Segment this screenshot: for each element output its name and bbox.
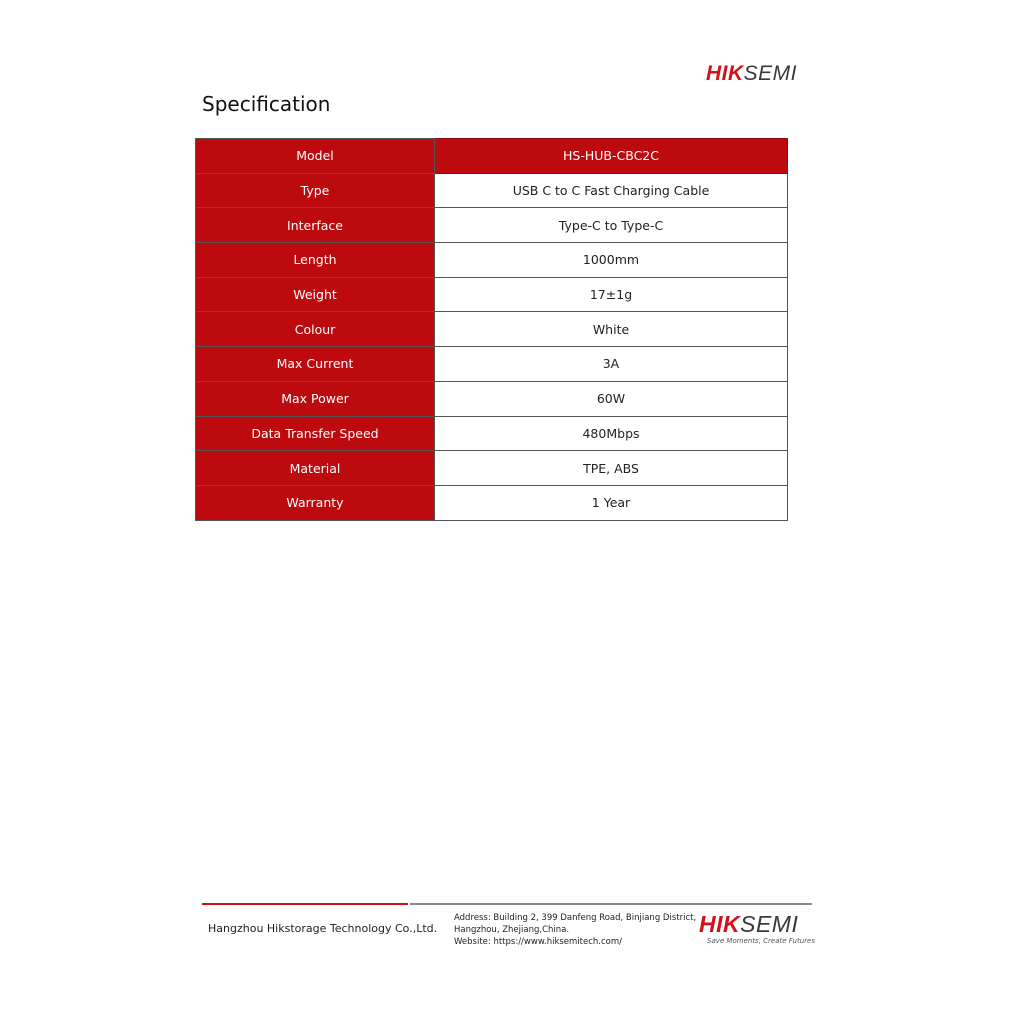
table-row (196, 173, 788, 208)
logo-hik-text: HIK (706, 62, 744, 85)
table-row (196, 347, 788, 382)
spec-label: Model (196, 139, 435, 174)
spec-value: HS-HUB-CBC2C (435, 139, 788, 174)
table-row (196, 243, 788, 278)
spec-label: Material (196, 451, 435, 486)
table-row (196, 381, 788, 416)
spec-label: Warranty (196, 485, 435, 520)
hiksemi-logo (706, 62, 797, 86)
spec-value: White (435, 312, 788, 347)
table-row (196, 277, 788, 312)
table-row (196, 312, 788, 347)
spec-value: Type-C to Type-C (435, 208, 788, 243)
spec-label: Data Transfer Speed (196, 416, 435, 451)
footer-logo-hik-text: HIK (699, 911, 741, 937)
website-link[interactable]: Website: https://www.hiksemitech.com/ (454, 937, 623, 947)
spec-label: Colour (196, 312, 435, 347)
logo-semi-text: SEMI (743, 62, 798, 85)
brand-tagline: Save Moments, Create Futures (707, 937, 815, 945)
spec-value: 3A (435, 347, 788, 382)
address-line-2: Hangzhou, Zhejiang,China. (454, 925, 570, 935)
table-row (196, 416, 788, 451)
spec-label: Weight (196, 277, 435, 312)
address-line-1: Address: Building 2, 399 Danfeng Road, Binjiang District, (454, 913, 697, 923)
footer-divider-red (202, 903, 408, 905)
table-row (196, 139, 788, 174)
footer-logo-semi-text: SEMI (740, 911, 799, 937)
table-row (196, 208, 788, 243)
spec-value: 17±1g (435, 277, 788, 312)
footer-divider-gray (410, 903, 812, 905)
spec-label: Max Power (196, 381, 435, 416)
spec-label: Max Current (196, 347, 435, 382)
spec-label: Length (196, 243, 435, 278)
table-row (196, 485, 788, 520)
spec-value: 1000mm (435, 243, 788, 278)
company-name: Hangzhou Hikstorage Technology Co.,Ltd. (208, 922, 438, 935)
spec-value: USB C to C Fast Charging Cable (435, 173, 788, 208)
table-row (196, 451, 788, 486)
spec-table (195, 138, 788, 521)
spec-value: 480Mbps (435, 416, 788, 451)
spec-label: Type (196, 173, 435, 208)
spec-value: 60W (435, 381, 788, 416)
page-title: Specification (202, 92, 331, 116)
spec-value: 1 Year (435, 485, 788, 520)
spec-label: Interface (196, 208, 435, 243)
footer-hiksemi-logo (699, 911, 798, 937)
spec-value: TPE, ABS (435, 451, 788, 486)
footer-address-block (454, 912, 696, 948)
